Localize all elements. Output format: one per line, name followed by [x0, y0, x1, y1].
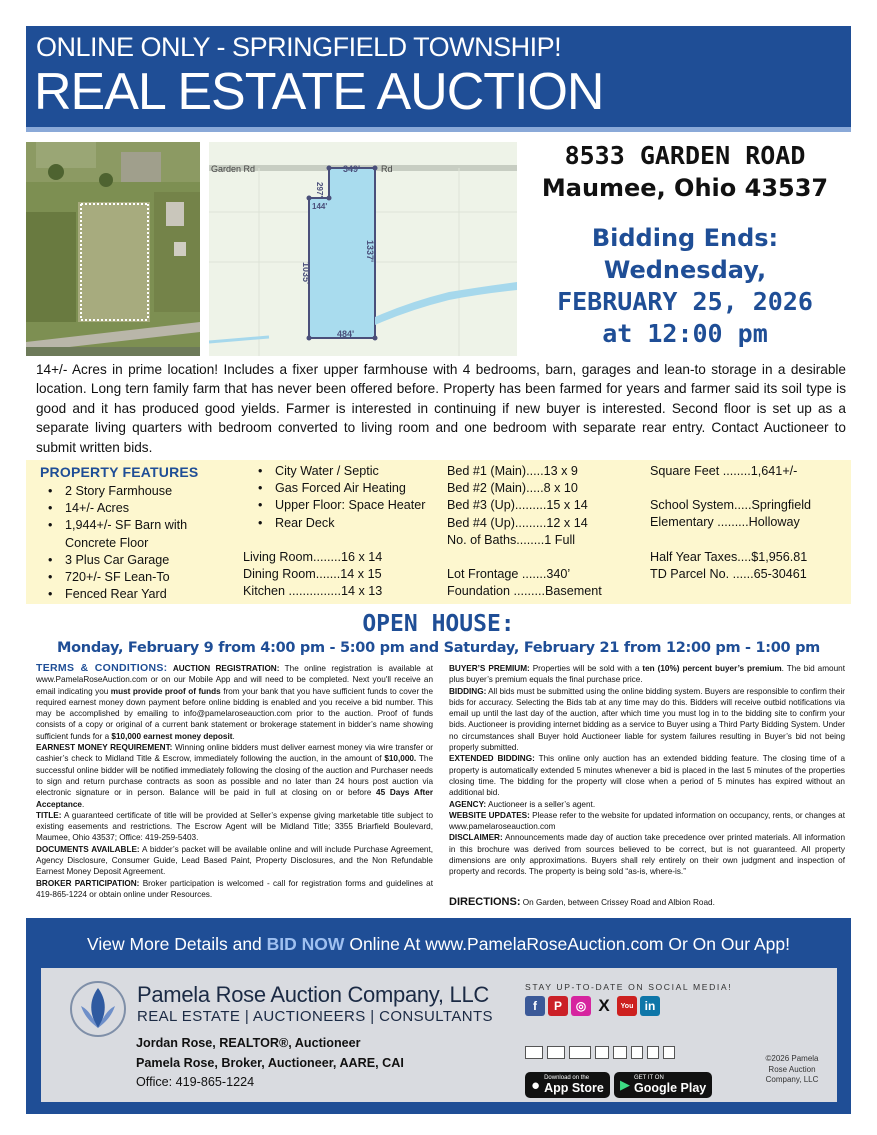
terms-text: The successful online bidder will be notified immediately following the closing of the auction and Purchaser needs to sign and return purchase contracts as soon as possible and no later than 24 hours post auction via electronic signature or in person. Balance will be paid in full at closing on or before — [36, 754, 433, 798]
facebook-icon[interactable]: f — [525, 996, 545, 1016]
map-road-label-right: Rd — [381, 164, 393, 174]
bidding-ends-time: at 12:00 pm — [602, 319, 768, 348]
feature-item: • Gas Forced Air Heating — [248, 480, 448, 497]
terms-text: A bidder’s packet will be available online and will include Purchase Agreement, Agency Disclosure, Consumer Guide, Lead Based Paint, Property Disclosures, and the Non Refundable Earnest Money Deposit Agreement. — [36, 844, 434, 877]
terms-documents — [36, 844, 433, 878]
bedroom-sizes — [447, 463, 588, 549]
terms-label: EARNEST MONEY REQUIREMENT: — [36, 743, 173, 753]
feature-item: • 3 Plus Car Garage — [38, 552, 238, 569]
badge-icon — [613, 1046, 627, 1059]
equal-housing-icon — [647, 1046, 659, 1059]
plat-map-graphic — [209, 142, 517, 356]
bedroom-item: Bed #3 (Up).........15 x 14 — [447, 498, 588, 513]
tax-item: Half Year Taxes....$1,956.81 — [650, 550, 808, 564]
terms-text: All bids must be submitted using the online bidding system. Buyers are responsible to confirm their bids for accuracy. Selecting the Bids tab at any time may do this. Bidders will receive outbid notifications via email up until the last day of the auction, after which time you must log in to the bidding site to confirm your bids. Auctioneer is providing internet bidding as a service to Buyer using a Third Party Bidding System. Under no circumstances shall Buyer hold Auctioneer liable for system failures resulting in Buyer’s bid not being properly submitted. — [449, 686, 845, 753]
contact-person: Pamela Rose, Broker, Auctioneer, AARE, CAI — [136, 1055, 404, 1070]
app-store-small: Download on the — [544, 1075, 590, 1081]
lot-item: Lot Frontage .......340’ — [447, 567, 571, 581]
bidding-ends-date: FEBRUARY 25, 2026 — [557, 287, 813, 316]
x-icon[interactable]: X — [598, 996, 610, 1015]
terms-label: BIDDING: — [449, 686, 487, 696]
terms-label: BROKER PARTICIPATION: — [36, 878, 140, 888]
contact-person: Jordan Rose, REALTOR®, Auctioneer — [136, 1036, 361, 1050]
features-list-2 — [248, 463, 448, 532]
terms-text: Auctioneer is a seller’s agent. — [487, 799, 596, 809]
square-feet-item: Square Feet ........1,641+/- — [650, 464, 798, 478]
terms-label: WEBSITE UPDATES: — [449, 810, 530, 820]
plat-map — [209, 142, 517, 356]
open-house — [26, 610, 851, 658]
terms-extended — [449, 753, 845, 798]
terms-bold: $10,000. — [384, 754, 417, 764]
feature-item: • City Water / Septic — [248, 463, 448, 480]
school-details — [650, 497, 811, 531]
terms-disclaimer — [449, 832, 845, 877]
lot-details — [447, 566, 602, 600]
street-address: 8533 GARDEN ROAD — [564, 141, 806, 170]
terms-bidding — [449, 686, 845, 754]
feature-item: • Upper Floor: Space Heater — [248, 497, 448, 514]
terms-text: A guaranteed certificate of title will be provided at Seller’s expense giving marketable title subject to existing easements and restrictions. The Escrow Agent will be Midland Title; 3355 Briarfield Boulevard, Maumee, Ohio 43537; Office: 419-259-5403. — [36, 810, 433, 843]
baths-item: No. of Baths........1 Full — [447, 532, 576, 547]
badge-icon — [631, 1046, 643, 1059]
terms-heading: TERMS & CONDITIONS: — [36, 662, 168, 674]
bidding-ends-day: Wednesday, — [603, 256, 767, 284]
feature-item: • 14+/- Acres — [38, 500, 238, 517]
room-item: Living Room........16 x 14 — [243, 550, 383, 564]
map-dim-297: 297' — [315, 182, 324, 198]
header-banner — [26, 26, 851, 132]
google-play-label — [634, 1075, 706, 1095]
company-tagline: REAL ESTATE | AUCTIONEERS | CONSULTANTS — [137, 1008, 493, 1025]
google-play-button[interactable] — [614, 1072, 712, 1098]
terms-text: This online only auction has an extended bidding feature. The closing time of a property is automatically extended 5 minutes whenever a bid is placed in the last 5 minutes of the properties closing time. The bidding for the property will close when a period of 5 minutes has expired without an additional bid. — [449, 754, 845, 798]
map-dim-484: 484' — [337, 329, 355, 339]
apple-icon: ● — [531, 1076, 541, 1094]
google-play-name: Google Play — [634, 1081, 707, 1095]
features-list-1 — [38, 483, 238, 603]
badge-icon — [525, 1046, 543, 1059]
bedroom-item: Bed #2 (Main).....8 x 10 — [447, 481, 578, 496]
badge-icon — [663, 1046, 675, 1059]
room-sizes — [243, 549, 382, 601]
header-title: REAL ESTATE AUCTION — [34, 63, 604, 121]
social-links — [525, 996, 660, 1016]
open-house-title: OPEN HOUSE: — [362, 611, 515, 637]
terms-bold: ten (10%) percent buyer’s premium — [642, 664, 782, 673]
map-road-label-left: Garden Rd — [211, 164, 256, 174]
app-store-name: App Store — [544, 1081, 604, 1095]
terms-left-column — [36, 663, 433, 900]
feature-item: • 720+/- SF Lean-To — [38, 569, 238, 586]
badge-icon — [595, 1046, 609, 1059]
call-to-action-banner — [26, 918, 851, 1114]
terms-label: BUYER’S PREMIUM: — [449, 664, 530, 673]
terms-text: Announcements made day of auction take precedence over printed materials. All information in this brochure was derived from sources believed to be correct, but is not guaranteed. All property dimensions are only approximations. Buyers shall rely entirely on their own judgment and inspection of property and records. The property is being sold “as-is, where-is.” — [449, 833, 846, 877]
feature-item: • Rear Deck — [248, 515, 448, 532]
bid-now-link[interactable]: BID NOW — [266, 934, 345, 954]
company-name: Pamela Rose Auction Company, LLC — [137, 982, 489, 1007]
google-play-small: GET IT ON — [634, 1075, 664, 1081]
bedroom-item: Bed #4 (Up).........12 x 14 — [447, 515, 588, 530]
directions — [449, 896, 715, 908]
terms-label: TITLE: — [36, 810, 62, 820]
property-features — [26, 460, 851, 604]
badge-icon — [569, 1046, 591, 1059]
directions-text: On Garden, between Crissey Road and Albion Road. — [522, 898, 715, 907]
terms-bold: $10,000 earnest money deposit — [111, 731, 233, 741]
cta-text — [26, 934, 851, 955]
terms-right-column — [449, 663, 845, 878]
map-dim-1337: 1337' — [365, 240, 375, 263]
tax-item: TD Parcel No. ......65-30461 — [650, 567, 807, 582]
header-subtitle: ONLINE ONLY - SPRINGFIELD TOWNSHIP! — [36, 32, 562, 62]
youtube-icon[interactable]: You — [617, 996, 637, 1016]
terms-text: Broker participation is welcomed - call for registration forms and guidelines at 419-865-1224 or obtain online under Resources. — [36, 878, 433, 899]
square-feet — [650, 463, 797, 480]
aerial-photo — [26, 142, 200, 356]
bedroom-item: Bed #1 (Main).....13 x 9 — [447, 464, 578, 478]
school-item: School System.....Springfield — [650, 498, 811, 512]
terms-text: Properties will be sold with a — [532, 664, 640, 673]
terms-registration: TERMS & CONDITIONS: AUCTION REGISTRATION: The online registration is available at www.PamelaRoseAuction.com or on our Mobile App and will need to be completed. Next you'll receive an email indicating you must provide proof of funds from your bank that you have sufficient funds to cover the required earnest money down payment before online bidding is enabled and you receive a bid number. This may be accomplished by emailing to info@pamelaroseauction.com prior to the auction. Proof of funds consists of a copy or original of a current bank statement or brokerage statement in bidder’s name showing sufficient funds for a $10,000 earnest money deposit. — [36, 662, 434, 741]
office-phone: Office: 419-865-1224 — [136, 1075, 255, 1089]
terms-text: The bid amount plus buyer’s premium equals the final purchase price. — [449, 664, 845, 685]
company-contacts — [136, 1034, 404, 1093]
terms-text: from your bank that you have sufficient funds to cover the required earnest money down payment before online bidding is enabled and you receive a bid number. This may be accomplished by emailing to info@pamelaroseauction.com prior to the auction. Proof of funds consists of a copy or original of a current bank statement or brokerage statement in bidder’s name showing sufficient funds for a — [36, 686, 434, 741]
social-title: STAY UP-TO-DATE ON SOCIAL MEDIA! — [525, 982, 733, 992]
instagram-icon[interactable]: ◎ — [571, 996, 591, 1016]
directions-label: DIRECTIONS: — [449, 896, 521, 908]
app-store-label — [544, 1075, 604, 1095]
company-footer — [41, 968, 837, 1102]
room-item: Dining Room.......14 x 15 — [243, 567, 382, 582]
terms-text: The online registration is available at www.PamelaRoseAuction.com or on our Mobile App and will need to be completed. Next you'll receive an email indicating you — [36, 664, 433, 696]
company-logo-icon — [69, 980, 127, 1038]
city-state-zip: Maumee, Ohio 43537 — [541, 174, 829, 202]
terms-website — [449, 810, 845, 833]
aerial-photo-graphic — [26, 142, 200, 356]
school-item: Elementary .........Holloway — [650, 515, 800, 530]
terms-label: AGENCY: — [449, 799, 487, 809]
linkedin-icon[interactable]: in — [640, 996, 660, 1016]
feature-item: • 2 Story Farmhouse — [38, 483, 238, 500]
certification-badges — [525, 1046, 675, 1059]
terms-bold: must provide proof of funds — [110, 686, 221, 696]
terms-label: DISCLAIMER: — [449, 833, 503, 843]
copyright: ©2026 Pamela Rose Auction Company, LLC — [765, 1054, 819, 1084]
cta-text-part: Online At www.PamelaRoseAuction.com Or On Our App! — [349, 934, 790, 954]
map-dim-1035: 1035' — [301, 262, 311, 285]
open-house-dates: Monday, February 9 from 4:00 pm - 5:00 pm and Saturday, February 21 from 12:00 pm - 1:00 pm — [57, 640, 820, 656]
terms-bold: 45 Days After Acceptance — [36, 788, 434, 809]
app-store-button[interactable] — [525, 1072, 610, 1098]
tax-details — [650, 549, 807, 583]
bidding-ends-label: Bidding Ends: — [591, 224, 779, 252]
google-play-icon: ▶ — [620, 1077, 630, 1092]
terms-label: EXTENDED BIDDING: — [449, 754, 535, 764]
badge-icon — [547, 1046, 565, 1059]
features-title: PROPERTY FEATURES — [40, 464, 199, 480]
property-address — [520, 140, 850, 204]
terms-label: AUCTION REGISTRATION: — [172, 664, 280, 673]
feature-item: • Fenced Rear Yard — [38, 586, 238, 603]
map-dim-top: 349' — [343, 164, 361, 174]
map-dim-144: 144' — [312, 202, 328, 211]
terms-premium: BUYER’S PREMIUM: Properties will be sold with a ten (10%) percent buyer’s premium. The bid amount plus buyer’s premium equals the final purchase price. — [449, 664, 845, 685]
terms-label: DOCUMENTS AVAILABLE: — [36, 844, 140, 854]
terms-text: Winning online bidders must deliver earnest money via wire transfer or cashier’s check to Midland Title & Escrow, immediately following the auction, in the amount of — [36, 743, 434, 764]
terms-agency — [449, 799, 845, 810]
bidding-ends — [520, 222, 850, 350]
room-item: Kitchen ...............14 x 13 — [243, 584, 383, 599]
property-description: 14+/- Acres in prime location! Includes a fixer upper farmhouse with 4 bedrooms, barn, garages and lean-to storage in a desirable location. Long tern family farm that has never been offered before. Property has been farmed for years and farmer said its soil type is good and it has produced good yields. Farmer is interested in continuing if new buyer is interested. Second floor is set up as a separate living quarters with bedroom converted to living room and one bedroom with separate rear entry. Contact Auctioneer to submit written bids. — [36, 362, 846, 455]
cta-text-part: View More Details and — [87, 934, 262, 954]
terms-text: Please refer to the website for updated information on occupancy, rents, or changes at www.pamelaroseauction.com — [449, 810, 845, 832]
pinterest-icon[interactable]: P — [548, 996, 568, 1016]
terms-earnest: EARNEST MONEY REQUIREMENT: Winning online bidders must deliver earnest money via wire transfer or cashier’s check to Midland Title & Escrow, immediately following the auction, in the amount of $10,000. The successful online bidder will be notified immediately following the closing of the auction and Purchaser needs to sign and return purchase contracts as soon as possible and no later than 24 hours post auction via electronic signature or in person. Balance will be paid in full at closing on or before 45 Days After Acceptance. — [36, 743, 434, 809]
lot-item: Foundation .........Basement — [447, 584, 602, 599]
terms-broker — [36, 878, 433, 901]
feature-item: • 1,944+/- SF Barn with Concrete Floor — [38, 517, 238, 551]
terms-title — [36, 810, 433, 844]
